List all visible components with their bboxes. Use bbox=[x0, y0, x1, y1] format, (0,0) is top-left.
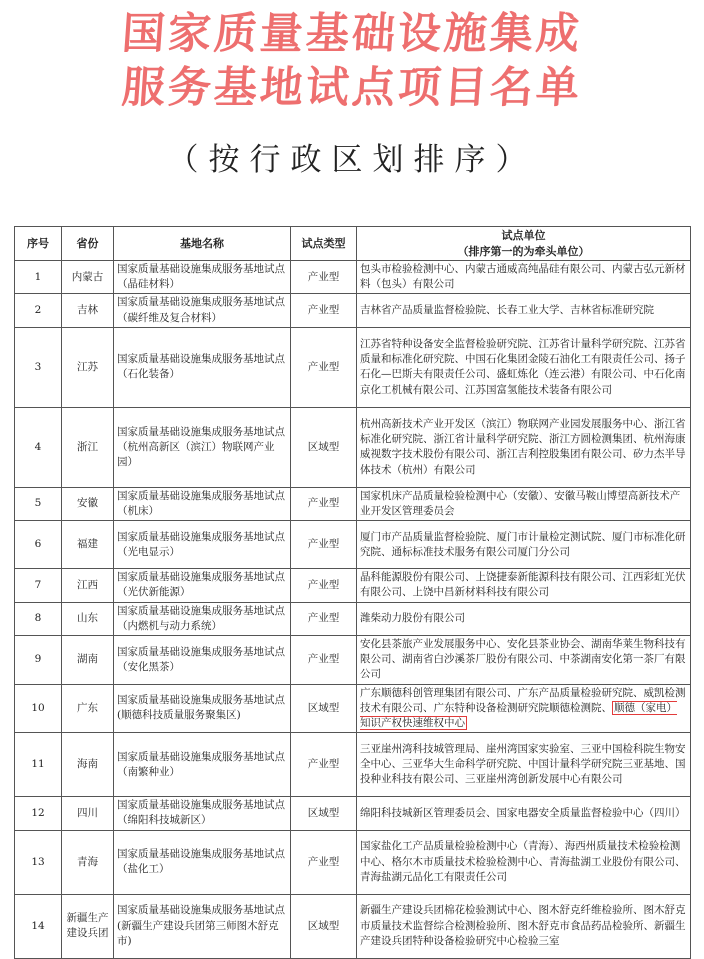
row-type: 产业型 bbox=[291, 327, 357, 407]
row-base-name: 国家质量基础设施集成服务基地试点（光伏新能源） bbox=[114, 569, 291, 602]
row-units: 潍柴动力股份有限公司 bbox=[357, 602, 691, 635]
pilot-project-table bbox=[14, 226, 691, 959]
row-type: 区域型 bbox=[291, 894, 357, 958]
row-province: 山东 bbox=[62, 602, 114, 635]
row-province: 安徽 bbox=[62, 487, 114, 520]
row-province: 吉林 bbox=[62, 294, 114, 327]
row-province: 内蒙古 bbox=[62, 261, 114, 294]
row-base-name: 国家质量基础设施集成服务基地试点（光电显示） bbox=[114, 521, 291, 569]
row-no: 13 bbox=[15, 830, 62, 894]
row-units: 新疆生产建设兵团棉花检验测试中心、图木舒克纤维检验所、图木舒克市质量技术监督综合检测检验所、图木舒克市食品药品检验所、新疆生产建设兵团特种设备检验研究中心检验三室 bbox=[357, 894, 691, 958]
row-type: 产业型 bbox=[291, 602, 357, 635]
row-type: 产业型 bbox=[291, 636, 357, 685]
table-row bbox=[15, 294, 691, 327]
row-province: 福建 bbox=[62, 521, 114, 569]
row-units: 国家机床产品质量检验检测中心（安徽）、安徽马鞍山博望高新技术产业开发区管理委员会 bbox=[357, 487, 691, 520]
row-province: 浙江 bbox=[62, 407, 114, 487]
row-type: 产业型 bbox=[291, 830, 357, 894]
header-units-line2: （排序第一的为牵头单位） bbox=[457, 244, 590, 258]
row-units: 晶科能源股份有限公司、上饶捷泰新能源科技有限公司、江西彩虹光伏有限公司、上饶中昌新材料科技有限公司 bbox=[357, 569, 691, 602]
row-base-name: 国家质量基础设施集成服务基地试点（晶硅材料） bbox=[114, 261, 291, 294]
row-type: 产业型 bbox=[291, 487, 357, 520]
row-base-name: 国家质量基础设施集成服务基地试点（石化装备） bbox=[114, 327, 291, 407]
row-type: 区域型 bbox=[291, 684, 357, 733]
row-type: 产业型 bbox=[291, 733, 357, 797]
highlighted-unit: 顺德（家电）知识产权快速维权中心 bbox=[360, 701, 677, 730]
row-province: 江苏 bbox=[62, 327, 114, 407]
row-no: 3 bbox=[15, 327, 62, 407]
row-type: 产业型 bbox=[291, 294, 357, 327]
row-no: 7 bbox=[15, 569, 62, 602]
row-units: 江苏省特种设备安全监督检验研究院、江苏省计量科学研究院、江苏省质量和标准化研究院、中国石化集团金陵石油化工有限责任公司、扬子石化—巴斯夫有限责任公司、盛虹炼化（连云港）有限公司、中石化南京化工机械有限公司、江苏国富氢能技术装备有限公司 bbox=[357, 327, 691, 407]
row-province: 广东 bbox=[62, 684, 114, 733]
row-no: 14 bbox=[15, 894, 62, 958]
row-base-name: 国家质量基础设施集成服务基地试点（机床） bbox=[114, 487, 291, 520]
row-no: 11 bbox=[15, 733, 62, 797]
row-no: 8 bbox=[15, 602, 62, 635]
row-province: 湖南 bbox=[62, 636, 114, 685]
header-type: 试点类型 bbox=[291, 227, 357, 261]
row-province: 江西 bbox=[62, 569, 114, 602]
row-units: 绵阳科技城新区管理委员会、国家电器安全质量监督检验中心（四川） bbox=[357, 797, 691, 830]
table-row bbox=[15, 830, 691, 894]
row-type: 产业型 bbox=[291, 261, 357, 294]
table-row bbox=[15, 569, 691, 602]
row-base-name: 国家质量基础设施集成服务基地试点（绵阳科技城新区） bbox=[114, 797, 291, 830]
row-no: 2 bbox=[15, 294, 62, 327]
row-base-name: 国家质量基础设施集成服务基地试点（安化黑茶） bbox=[114, 636, 291, 685]
row-units-text: 广东顺德科创管理集团有限公司、广东产品质量检验研究院、威凯检测技术有限公司、广东特种设备检测研究院顺德检测院、 bbox=[360, 686, 686, 714]
table-row bbox=[15, 407, 691, 487]
header-units bbox=[357, 227, 691, 261]
row-no: 4 bbox=[15, 407, 62, 487]
row-units: 三亚崖州湾科技城管理局、崖州湾国家实验室、三亚中国检科院生物安全中心、三亚华大生命科学研究院、中国计量科学研究院三亚基地、国投种业科技有限公司、三亚崖州湾创新发展中心有限公司 bbox=[357, 733, 691, 797]
header-base-name: 基地名称 bbox=[114, 227, 291, 261]
row-base-name: 国家质量基础设施集成服务基地试点（南繁种业） bbox=[114, 733, 291, 797]
row-type: 产业型 bbox=[291, 521, 357, 569]
row-province: 新疆生产建设兵团 bbox=[62, 894, 114, 958]
row-units: 厦门市产品质量监督检验院、厦门市计量检定测试院、厦门市标准化研究院、通标标准技术服务有限公司厦门分公司 bbox=[357, 521, 691, 569]
row-type: 区域型 bbox=[291, 797, 357, 830]
row-type: 产业型 bbox=[291, 569, 357, 602]
row-base-name: 国家质量基础设施集成服务基地试点(新疆生产建设兵团第三师图木舒克市) bbox=[114, 894, 291, 958]
row-no: 9 bbox=[15, 636, 62, 685]
table-row bbox=[15, 327, 691, 407]
table-row bbox=[15, 636, 691, 685]
table-header-row bbox=[15, 227, 691, 261]
row-province: 青海 bbox=[62, 830, 114, 894]
table-row bbox=[15, 684, 691, 733]
row-province: 海南 bbox=[62, 733, 114, 797]
row-units: 杭州高新技术产业开发区（滨江）物联网产业园发展服务中心、浙江省标准化研究院、浙江省计量科学研究院、浙江方圆检测集团、杭州海康威视数字技术股份有限公司、浙江吉利控股集团有限公司、矽力杰半导体技术（杭州）有限公司 bbox=[357, 407, 691, 487]
row-units: 国家盐化工产品质量检验检测中心（青海）、海西州质量技术检验检测中心、格尔木市质量技术检验检测中心、青海盐湖工业股份有限公司、青海盐湖元品化工有限责任公司 bbox=[357, 830, 691, 894]
row-units: 吉林省产品质量监督检验院、长春工业大学、吉林省标准研究院 bbox=[357, 294, 691, 327]
row-no: 5 bbox=[15, 487, 62, 520]
row-base-name: 国家质量基础设施集成服务基地试点（内燃机与动力系统） bbox=[114, 602, 291, 635]
header-province: 省份 bbox=[62, 227, 114, 261]
row-units: 安化县茶旅产业发展服务中心、安化县茶业协会、湖南华莱生物科技有限公司、湖南省白沙溪茶厂股份有限公司、中茶湖南安化第一茶厂有限公司 bbox=[357, 636, 691, 685]
row-no: 10 bbox=[15, 684, 62, 733]
page-title-line-2: 服务基地试点项目名单 bbox=[120, 63, 584, 113]
table-row bbox=[15, 797, 691, 830]
header-units-line1: 试点单位 bbox=[501, 229, 546, 243]
table-row bbox=[15, 602, 691, 635]
table-row bbox=[15, 521, 691, 569]
row-base-name: 国家质量基础设施集成服务基地试点(顺德科技质量服务聚集区) bbox=[114, 684, 291, 733]
row-base-name: 国家质量基础设施集成服务基地试点（碳纤维及复合材料） bbox=[114, 294, 291, 327]
row-units bbox=[357, 684, 691, 733]
row-type: 区域型 bbox=[291, 407, 357, 487]
table-row bbox=[15, 261, 691, 294]
row-units: 包头市检验检测中心、内蒙古通威高纯晶硅有限公司、内蒙古弘元新材料（包头）有限公司 bbox=[357, 261, 691, 294]
row-no: 12 bbox=[15, 797, 62, 830]
row-no: 6 bbox=[15, 521, 62, 569]
table-row bbox=[15, 487, 691, 520]
row-base-name: 国家质量基础设施集成服务基地试点（盐化工） bbox=[114, 830, 291, 894]
row-base-name: 国家质量基础设施集成服务基地试点（杭州高新区（滨江）物联网产业园） bbox=[114, 407, 291, 487]
row-province: 四川 bbox=[62, 797, 114, 830]
row-no: 1 bbox=[15, 261, 62, 294]
table-row bbox=[15, 894, 691, 958]
header-no: 序号 bbox=[15, 227, 62, 261]
page-subtitle: （按行政区划排序） bbox=[167, 142, 537, 178]
page-title-line-1: 国家质量基础设施集成 bbox=[120, 9, 584, 59]
table-row bbox=[15, 733, 691, 797]
